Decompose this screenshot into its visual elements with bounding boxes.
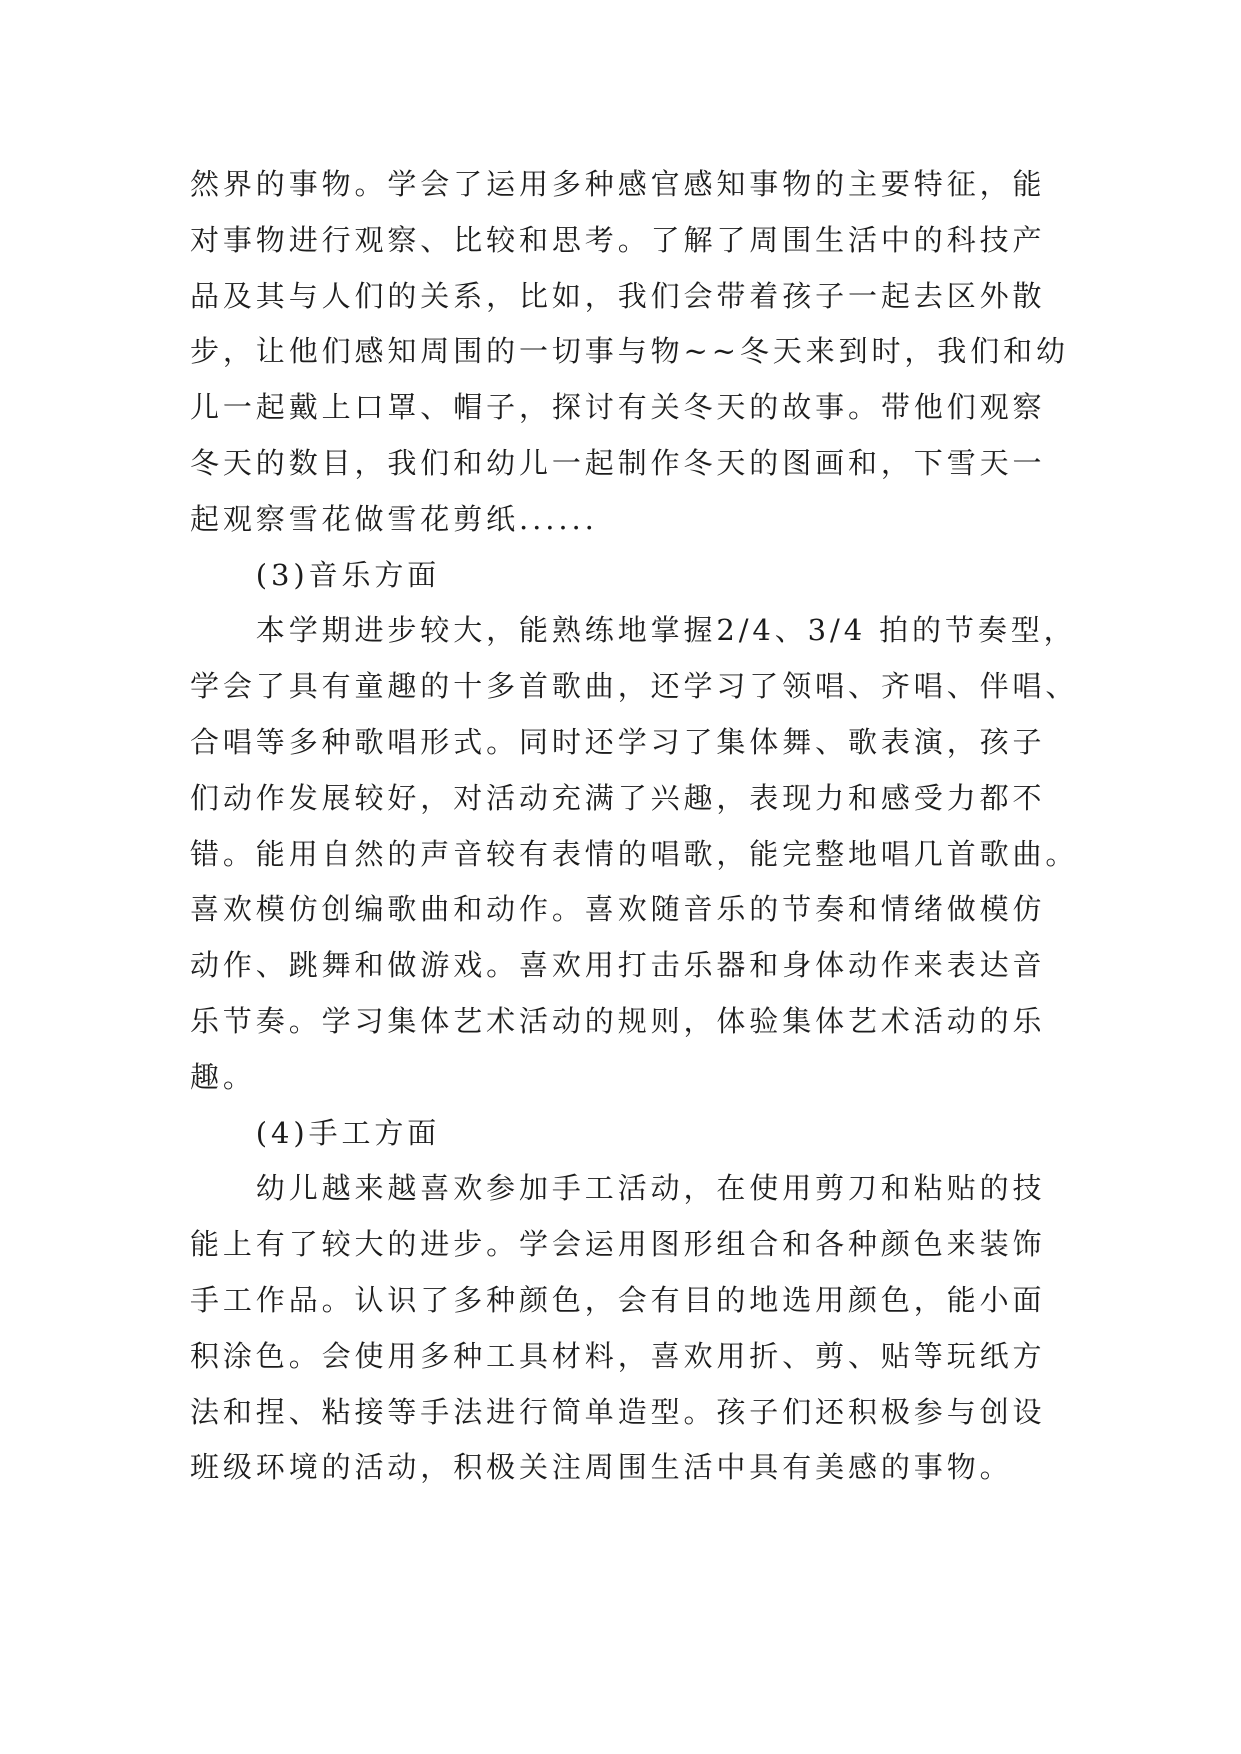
text-line: 对事物进行观察、比较和思考。了解了周围生活中的科技产 (190, 222, 1046, 257)
intro-paragraph (190, 157, 1150, 548)
text-line: 错。能用自然的声音较有表情的唱歌，能完整地唱几首歌曲。 (190, 836, 1079, 871)
text-line: 能上有了较大的进步。学会运用图形组合和各种颜色来装饰 (190, 1227, 1046, 1262)
text-line: 学会了具有童趣的十多首歌曲，还学习了领唱、齐唱、伴唱、 (190, 669, 1079, 704)
text-line: 手工作品。认识了多种颜色，会有目的地选用颜色，能小面 (190, 1282, 1046, 1317)
text-line: 们动作发展较好，对活动充满了兴趣，表现力和感受力都不 (190, 780, 1046, 815)
music-section (190, 548, 1150, 1106)
text-line: 乐节奏。学习集体艺术活动的规则，体验集体艺术活动的乐 (190, 1003, 1046, 1038)
text-line: 起观察雪花做雪花剪纸...... (190, 501, 598, 536)
text-line: 班级环境的活动，积极关注周围生活中具有美感的事物。 (190, 1450, 1013, 1485)
text-line: 合唱等多种歌唱形式。同时还学习了集体舞、歌表演，孩子 (190, 724, 1046, 759)
text-line: 然界的事物。学会了运用多种感官感知事物的主要特征，能 (190, 167, 1046, 201)
text-line: 法和捏、粘接等手法进行简单造型。孩子们还积极参与创设 (190, 1394, 1046, 1429)
text-line: 喜欢模仿创编歌曲和动作。喜欢随音乐的节奏和情绪做模仿 (190, 892, 1046, 927)
text-line: 品及其与人们的关系，比如，我们会带着孩子一起去区外散 (190, 278, 1046, 313)
document-body (190, 157, 1150, 1496)
section-heading: (3)音乐方面 (255, 557, 441, 592)
text-line: 本学期进步较大，能熟练地掌握2/4、3/4 拍的节奏型， (255, 613, 1077, 648)
text-line: 趣。 (190, 1059, 256, 1094)
text-line: 冬天的数目，我们和幼儿一起制作冬天的图画和，下雪天一 (190, 445, 1046, 480)
handcraft-section (190, 1106, 1150, 1497)
text-line: 步，让他们感知周围的一切事与物~~冬天来到时，我们和幼 (190, 334, 1069, 369)
text-line: 动作、跳舞和做游戏。喜欢用打击乐器和身体动作来表达音 (190, 948, 1046, 983)
section-heading: (4)手工方面 (255, 1115, 441, 1150)
text-line: 儿一起戴上口罩、帽子，探讨有关冬天的故事。带他们观察 (190, 390, 1046, 425)
text-line: 积涂色。会使用多种工具材料，喜欢用折、剪、贴等玩纸方 (190, 1338, 1046, 1373)
text-line: 幼儿越来越喜欢参加手工活动，在使用剪刀和粘贴的技 (255, 1171, 1046, 1206)
